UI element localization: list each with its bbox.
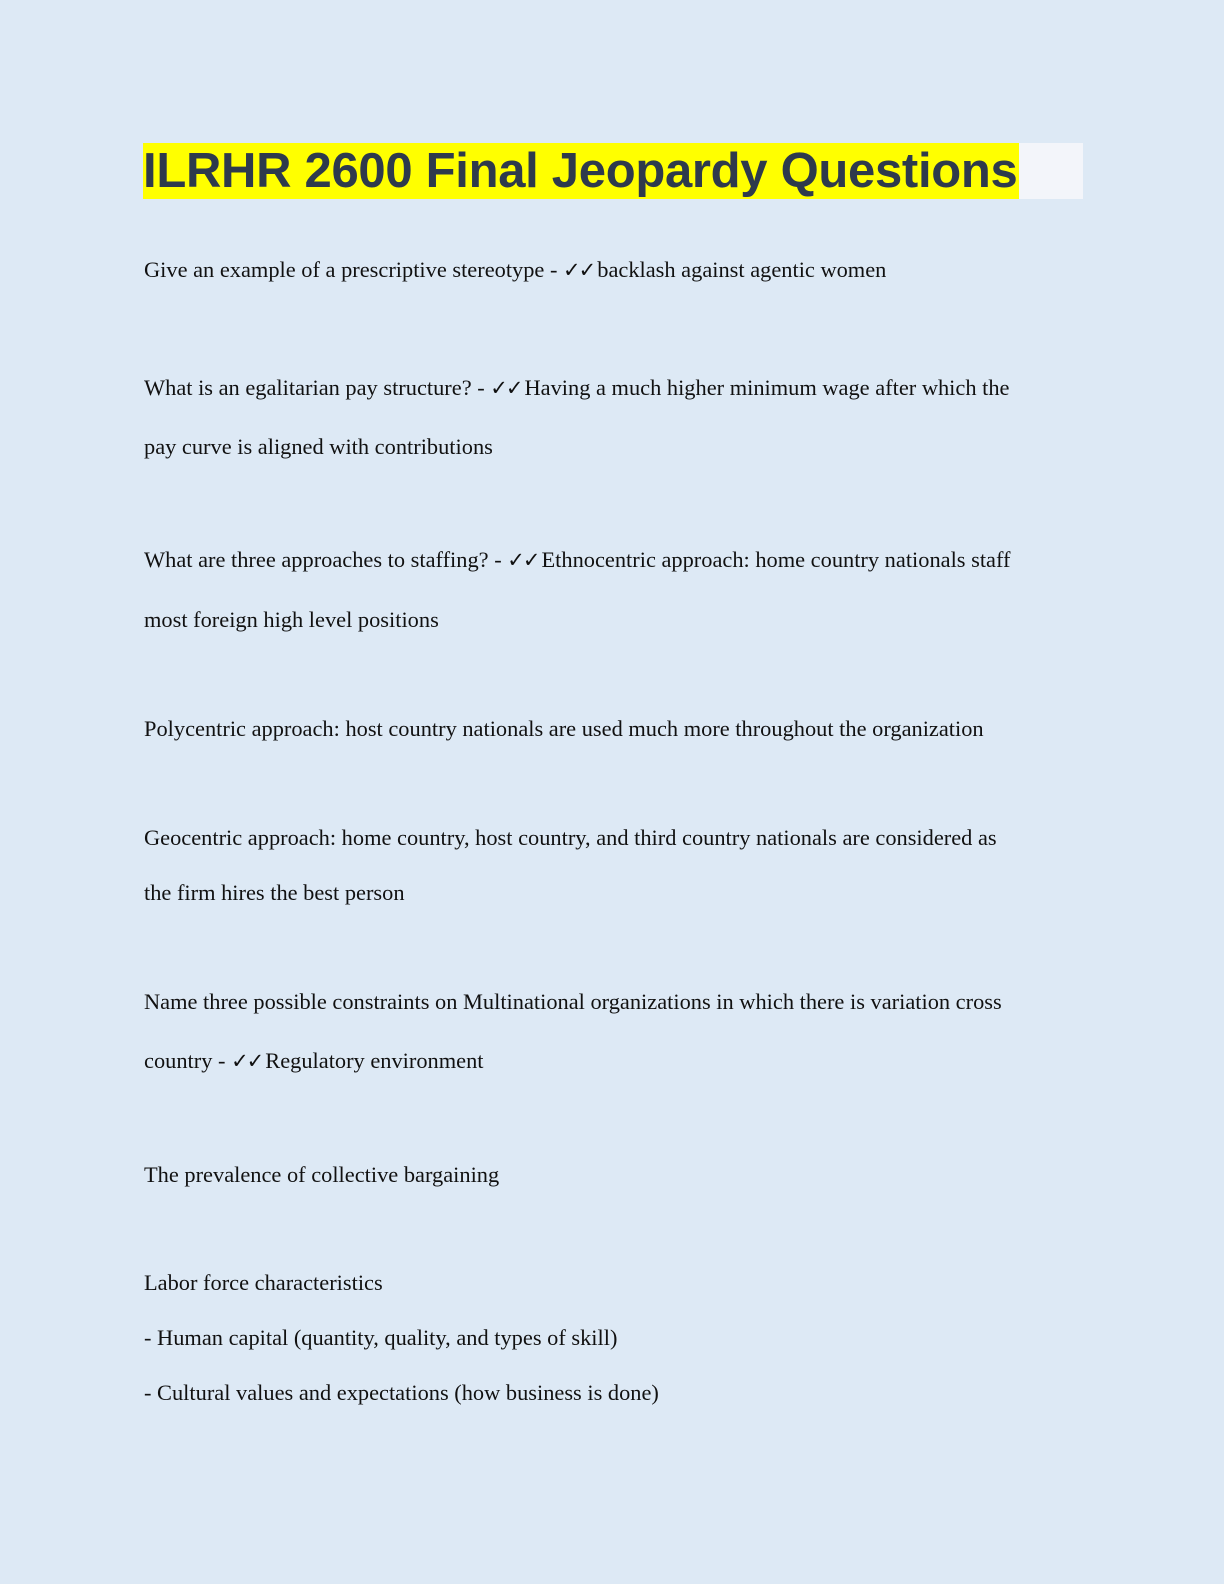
question-text: Name three possible constraints on Multinational organizations in which there is variation cross — [144, 989, 1002, 1014]
answer-text: Ethnocentric approach: home country nationals staff — [541, 547, 1011, 572]
answer-paragraph: Polycentric approach: host country nationals are used much more throughout the organization — [144, 716, 984, 741]
answer-paragraph: Geocentric approach: home country, host country, and third country nationals are considered as — [144, 825, 997, 850]
qa-line-3 — [144, 545, 1084, 575]
double-check-icon: ✓✓ — [563, 258, 595, 282]
question-text: What are three approaches to staffing? - — [144, 547, 502, 572]
question-text: What is an egalitarian pay structure? - — [144, 375, 485, 400]
double-check-icon: ✓✓ — [490, 376, 522, 400]
answer-continuation: pay curve is aligned with contributions — [144, 434, 493, 459]
answer-bullet: - Cultural values and expectations (how business is done) — [144, 1380, 659, 1405]
qa-line-4 — [144, 1046, 1084, 1076]
question-text: country - — [144, 1048, 226, 1073]
answer-paragraph: Labor force characteristics — [144, 1270, 383, 1295]
answer-text: Having a much higher minimum wage after which the — [524, 375, 1010, 400]
double-check-icon: ✓✓ — [507, 548, 539, 572]
title-band — [143, 143, 1083, 199]
question-text: Give an example of a prescriptive stereotype - — [144, 257, 558, 282]
answer-text: Regulatory environment — [265, 1048, 484, 1073]
document-title: ILRHR 2600 Final Jeopardy Questions — [143, 144, 1018, 198]
answer-continuation: most foreign high level positions — [144, 607, 439, 632]
answer-paragraph: The prevalence of collective bargaining — [144, 1162, 500, 1187]
answer-bullet: - Human capital (quantity, quality, and types of skill) — [144, 1325, 618, 1350]
qa-line-2 — [144, 373, 1084, 403]
answer-text: backlash against agentic women — [597, 257, 887, 282]
answer-continuation: the firm hires the best person — [144, 880, 405, 905]
double-check-icon: ✓✓ — [231, 1049, 263, 1073]
qa-line-1 — [144, 255, 1084, 285]
